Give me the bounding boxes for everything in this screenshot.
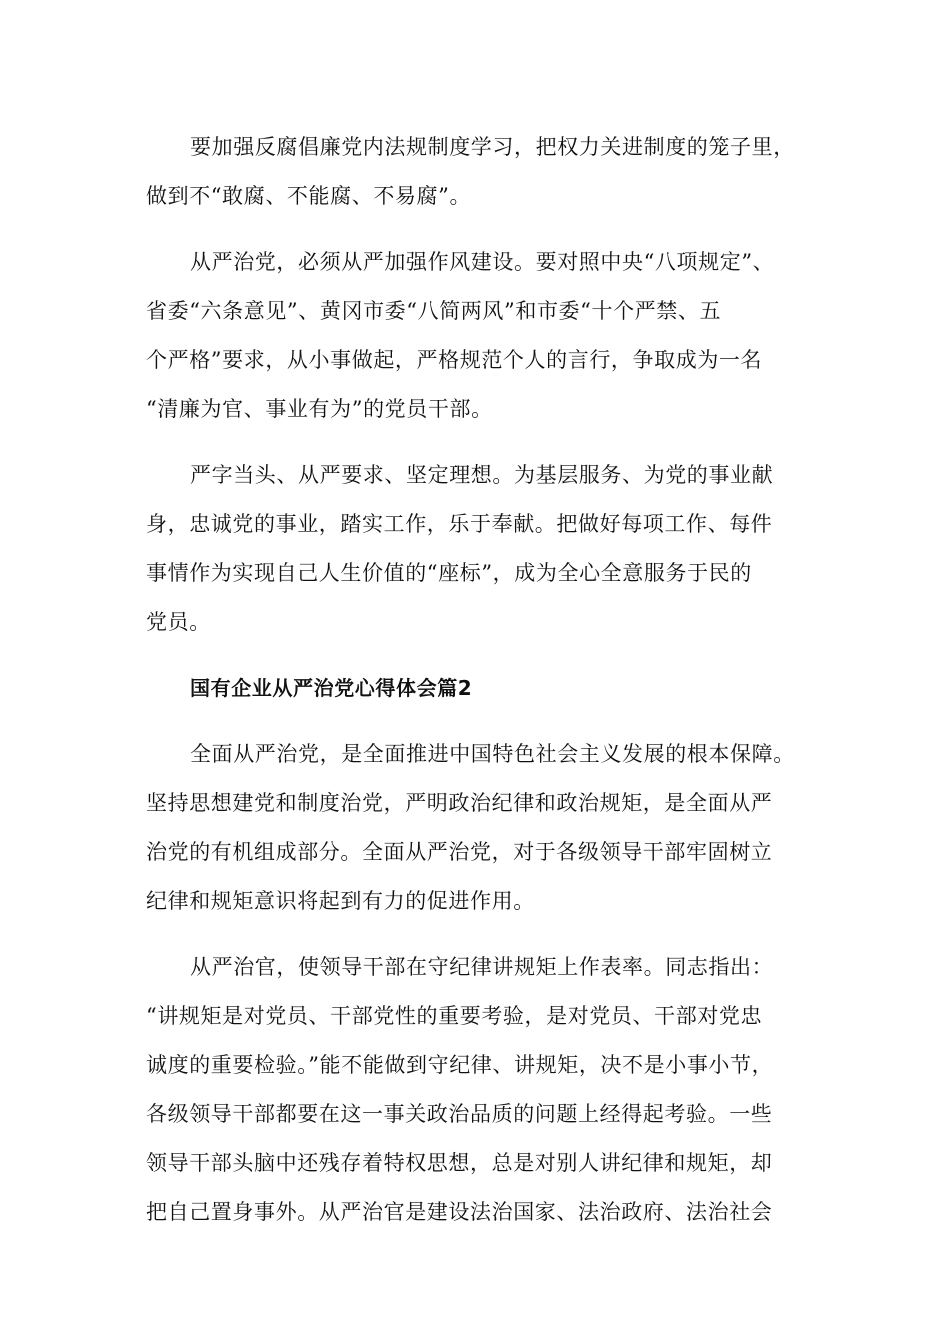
paragraph-line: 各级领导干部都要在这一事关政治品质的问题上经得起考验。一些 [146,1102,773,1126]
paragraph-4 [146,730,806,926]
paragraph-line: 治党的有机组成部分。全面从严治党，对于各级领导干部牢固树立 [146,840,773,864]
paragraph-line: 从严治党，必须从严加强作风建设。要对照中央“八项规定”、 [190,250,775,274]
paragraph-line: 省委“六条意见”、黄冈市委“八简两风”和市委“十个严禁、五 [146,299,722,323]
paragraph-3 [146,451,806,647]
document-body [146,123,806,1254]
paragraph-line: 从严治官，使领导干部在守纪律讲规矩上作表率。同志指出： [190,955,774,979]
section-heading: 国有企业从严治党心得体会篇2 [190,676,473,700]
paragraph-line: “清廉为官、事业有为”的党员干部。 [146,397,493,421]
paragraph-line: 严字当头、从严要求、坚定理想。为基层服务、为党的事业献 [190,463,774,487]
paragraph-line: 诚度的重要检验。”能不能做到守纪律、讲规矩，决不是小事小节， [146,1053,774,1077]
paragraph-line: 把自己置身事外。从严治官是建设法治国家、法治政府、法治社会 [146,1200,773,1224]
paragraph-line: 要加强反腐倡廉党内法规制度学习，把权力关进制度的笼子里， [190,135,795,159]
paragraph-line: 做到不“敢腐、不能腐、不易腐”。 [146,184,472,208]
paragraph-line: 全面从严治党，是全面推进中国特色社会主义发展的根本保障。 [190,742,795,766]
paragraph-line: “讲规矩是对党员、干部党性的重要考验，是对党员、干部对党忠 [146,1004,763,1028]
paragraph-5 [146,943,806,1237]
paragraph-2 [146,238,806,434]
paragraph-line: 坚持思想建党和制度治党，严明政治纪律和政治规矩，是全面从严 [146,791,773,815]
paragraph-line: 个严格”要求，从小事做起，严格规范个人的言行，争取成为一名 [146,348,763,372]
paragraph-line: 党员。 [146,610,211,634]
paragraph-line: 领导干部头脑中还残存着特权思想，总是对别人讲纪律和规矩，却 [146,1151,773,1175]
paragraph-line: 纪律和规矩意识将起到有力的促进作用。 [146,889,535,913]
paragraph-1 [146,123,806,221]
paragraph-line: 身，忠诚党的事业，踏实工作，乐于奉献。把做好每项工作、每件 [146,512,773,536]
paragraph-line: 事情作为实现自己人生价值的“座标”，成为全心全意服务于民的 [146,561,752,585]
